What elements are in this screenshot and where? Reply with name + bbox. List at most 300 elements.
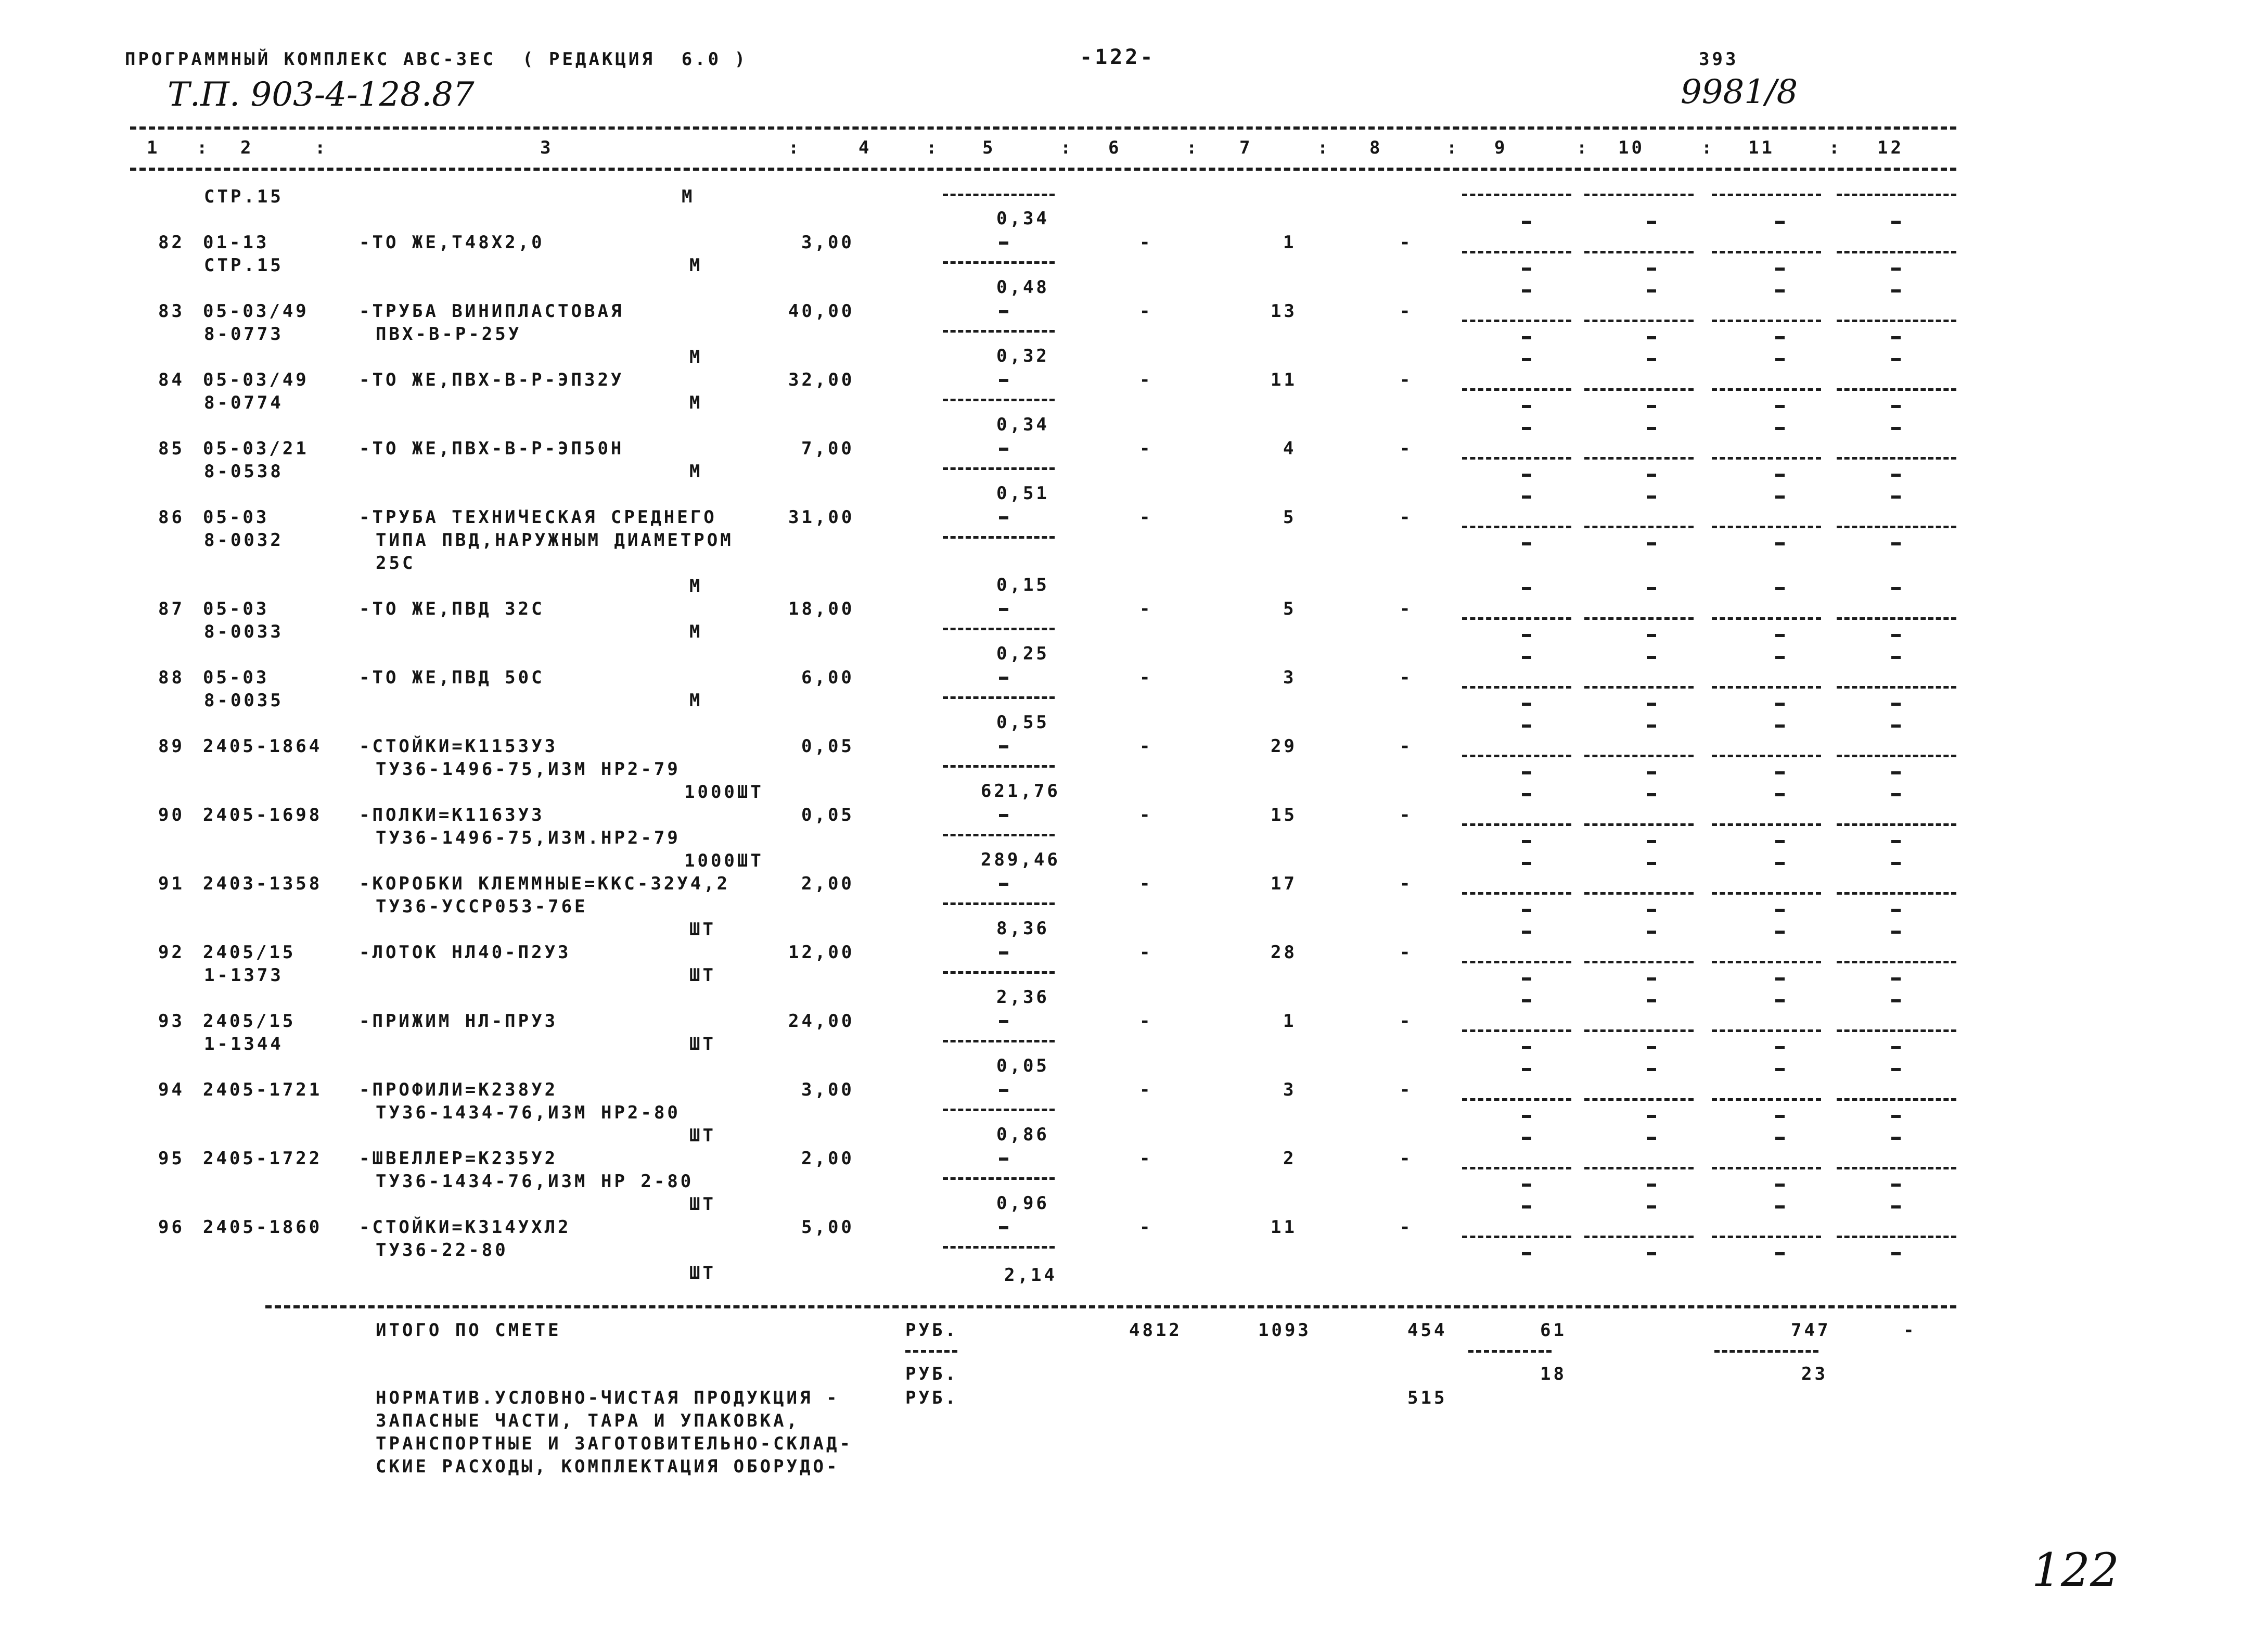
empty-cell-dash	[1891, 634, 1901, 637]
price-dash	[999, 310, 1008, 313]
empty-cell-dash	[1647, 703, 1656, 706]
cell-divider	[1462, 1029, 1571, 1032]
cell-divider	[1584, 1098, 1694, 1101]
resource-code: 2405/15	[203, 1011, 296, 1032]
resource-description-line: -ТО ЖЕ,ПВД 32С	[359, 599, 545, 619]
price-divider	[943, 1246, 1055, 1249]
cell-divider	[1584, 823, 1694, 826]
totals-col12: -	[1903, 1320, 1917, 1341]
totals-label: ИТОГО ПО СМЕТЕ	[376, 1320, 561, 1341]
empty-cell-dash	[1647, 931, 1656, 934]
resource-description-line: ТУ36-22-80	[376, 1240, 508, 1261]
resource-code: 2405-1698	[203, 805, 323, 825]
unit-price: 0,55	[996, 712, 1049, 733]
resource-code: 2403-1358	[203, 873, 323, 894]
row-number: 82	[158, 232, 185, 253]
resource-description-line: ТУ36-1434-76,ИЗМ НР 2-80	[376, 1171, 694, 1192]
column-header-number: 8	[1369, 137, 1383, 158]
resource-code: 2405-1722	[203, 1148, 323, 1169]
unit-of-measure: 1000ШТ	[684, 850, 764, 871]
price-divider	[943, 1177, 1055, 1180]
empty-cell-dash	[1522, 1205, 1531, 1209]
totals-col9-b: 18	[1540, 1364, 1567, 1384]
price-divider	[943, 696, 1055, 699]
cell-divider	[1712, 526, 1821, 528]
resource-code: 01-13	[203, 232, 270, 253]
col8-value: -	[1400, 805, 1413, 825]
col7-value: 5	[1283, 599, 1297, 619]
resource-code: 2405-1864	[203, 736, 323, 757]
cell-divider	[1712, 457, 1821, 460]
cell-divider	[1584, 320, 1694, 322]
col7-value: 1	[1283, 232, 1297, 253]
empty-cell-dash	[1775, 771, 1785, 774]
resource-description-line: ПВХ-В-Р-25У	[376, 324, 522, 345]
resource-description-line: -ТРУБА ВИНИПЛАСТОВАЯ	[359, 301, 624, 322]
cell-divider	[1712, 251, 1821, 253]
col6-value: -	[1139, 301, 1153, 322]
unit-price: 0,25	[996, 643, 1049, 664]
cell-divider	[1837, 194, 1956, 196]
resource-code-secondary: 8-0538	[204, 461, 284, 482]
resource-description-line: -ШВЕЛЛЕР=К235У2	[359, 1148, 558, 1169]
empty-cell-dash	[1891, 1115, 1901, 1118]
column-header-number: 3	[540, 137, 554, 158]
price-divider	[943, 536, 1055, 539]
column-header-separator: :	[926, 137, 940, 158]
cell-divider	[1462, 1236, 1571, 1238]
normative-text-line: СКИЕ РАСХОДЫ, КОМПЛЕКТАЦИЯ ОБОРУДО-	[376, 1456, 840, 1477]
column-header-number: 6	[1108, 137, 1122, 158]
empty-cell-dash	[1647, 1137, 1656, 1140]
empty-cell-dash	[1522, 587, 1531, 590]
empty-cell-dash	[1647, 909, 1656, 912]
col7-value: 1	[1283, 1011, 1297, 1032]
empty-cell-dash	[1522, 221, 1531, 224]
empty-cell-dash	[1522, 495, 1531, 499]
cell-divider	[1462, 194, 1571, 196]
quantity: 18,00	[788, 599, 855, 619]
price-dash	[999, 951, 1008, 955]
empty-cell-dash	[1522, 656, 1531, 659]
col7-value: 3	[1283, 667, 1297, 688]
column-header-number: 5	[982, 137, 996, 158]
empty-cell-dash	[1775, 1184, 1785, 1187]
col8-value: -	[1400, 232, 1413, 253]
unit-price: 0,32	[996, 346, 1049, 366]
price-divider	[943, 194, 1055, 196]
col7-value: 11	[1271, 370, 1297, 390]
price-dash	[999, 883, 1008, 886]
price-dash	[999, 608, 1008, 611]
quantity: 3,00	[801, 232, 854, 253]
empty-cell-dash	[1891, 542, 1901, 545]
empty-cell-dash	[1891, 724, 1901, 728]
empty-cell-dash	[1775, 358, 1785, 361]
price-divider	[943, 261, 1055, 264]
empty-cell-dash	[1775, 289, 1785, 292]
resource-code-secondary: 1-1373	[204, 965, 284, 986]
resource-code: 05-03	[203, 507, 270, 528]
unit-of-measure: М	[689, 690, 703, 711]
empty-cell-dash	[1647, 268, 1656, 271]
price-divider	[943, 467, 1055, 470]
col8-value: -	[1400, 507, 1413, 528]
resource-description-line: -ПРОФИЛИ=К238У2	[359, 1079, 558, 1100]
empty-cell-dash	[1891, 587, 1901, 590]
cell-divider	[1712, 1098, 1821, 1101]
resource-description-line: ТУ36-1496-75,ИЗМ НР2-79	[376, 759, 681, 780]
price-divider	[943, 902, 1055, 905]
resource-code: 05-03	[203, 667, 270, 688]
unit-of-measure: ШТ	[689, 965, 716, 986]
empty-cell-dash	[1647, 771, 1656, 774]
cell-divider	[1837, 617, 1956, 620]
cell-divider	[1712, 320, 1821, 322]
program-header: ПРОГРАММНЫЙ КОМПЛЕКС АВС-3ЕС ( РЕДАКЦИЯ 6.0 )	[125, 49, 748, 70]
price-dash	[999, 516, 1008, 519]
price-divider	[943, 765, 1055, 768]
empty-cell-dash	[1891, 793, 1901, 796]
document-code: Т.П. 903-4-128.87	[168, 75, 475, 114]
unit-price: 0,51	[996, 483, 1049, 504]
row-number: 96	[158, 1217, 185, 1238]
column-header-separator: :	[1577, 137, 1590, 158]
empty-cell-dash	[1891, 268, 1901, 271]
cell-divider	[1712, 823, 1821, 826]
empty-cell-dash	[1522, 542, 1531, 545]
resource-description-line: -ТО ЖЕ,Т48Х2,0	[359, 232, 545, 253]
price-divider	[943, 628, 1055, 630]
price-dash	[999, 241, 1008, 245]
cell-divider	[1712, 194, 1821, 196]
empty-cell-dash	[1775, 1115, 1785, 1118]
empty-cell-dash	[1891, 862, 1901, 865]
page-number-center: -122-	[1080, 45, 1156, 69]
col6-value: -	[1139, 1011, 1153, 1032]
empty-cell-dash	[1522, 999, 1531, 1002]
empty-cell-dash	[1775, 634, 1785, 637]
cell-divider	[1462, 961, 1571, 963]
cell-divider	[1712, 617, 1821, 620]
empty-cell-dash	[1522, 474, 1531, 477]
empty-cell-dash	[1891, 977, 1901, 981]
resource-description-line: ТИПА ПВД,НАРУЖНЫМ ДИАМЕТРОМ	[376, 530, 734, 551]
cell-divider	[1584, 251, 1694, 253]
empty-cell-dash	[1775, 1205, 1785, 1209]
resource-description-line: -СТОЙКИ=К314УХЛ2	[359, 1217, 571, 1238]
price-dash	[999, 814, 1008, 817]
empty-cell-dash	[1775, 336, 1785, 339]
unit-price: 0,34	[996, 208, 1049, 229]
unit-price: 289,46	[981, 849, 1060, 870]
cell-divider	[1712, 892, 1821, 895]
resource-description-line: ТУ36-УССР053-76Е	[376, 896, 588, 917]
resource-description-line: -КОРОБКИ КЛЕММНЫЕ=ККС-32У4,2	[359, 873, 731, 894]
unit-of-measure: ШТ	[689, 919, 716, 940]
column-header-separator: :	[1060, 137, 1074, 158]
cell-divider	[1712, 388, 1821, 391]
cell-divider	[1462, 526, 1571, 528]
cell-divider	[1462, 457, 1571, 460]
price-divider	[943, 330, 1055, 333]
empty-cell-dash	[1891, 405, 1901, 408]
empty-cell-dash	[1775, 268, 1785, 271]
cell-divider	[1584, 388, 1694, 391]
resource-description-line: -ПОЛКИ=К1163У3	[359, 805, 545, 825]
col8-value: -	[1400, 301, 1413, 322]
column-header-separator: :	[1446, 137, 1460, 158]
price-divider	[943, 1109, 1055, 1111]
empty-cell-dash	[1647, 634, 1656, 637]
handwritten-page-number: 122	[2032, 1543, 2119, 1597]
empty-cell-dash	[1647, 336, 1656, 339]
col6-value: -	[1139, 370, 1153, 390]
row-number: 93	[158, 1011, 185, 1032]
empty-cell-dash	[1522, 931, 1531, 934]
resource-code: 05-03/21	[203, 438, 309, 459]
cell-divider	[1462, 755, 1571, 757]
row-number: 95	[158, 1148, 185, 1169]
empty-cell-dash	[1891, 840, 1901, 843]
empty-cell-dash	[1647, 405, 1656, 408]
column-header-separator: :	[315, 137, 328, 158]
empty-cell-dash	[1522, 268, 1531, 271]
normative-col8: 515	[1407, 1388, 1447, 1408]
row-number: 90	[158, 805, 185, 825]
totals-currency: РУБ.	[905, 1320, 958, 1341]
empty-cell-dash	[1891, 221, 1901, 224]
col7-value: 2	[1283, 1148, 1297, 1169]
normative-text-line: ТРАНСПОРТНЫЕ И ЗАГОТОВИТЕЛЬНО-СКЛАД-	[376, 1433, 853, 1454]
empty-cell-dash	[1522, 724, 1531, 728]
price-dash	[999, 379, 1008, 382]
empty-cell-dash	[1775, 1068, 1785, 1071]
unit-of-measure: М	[689, 347, 703, 367]
cell-divider	[1584, 1167, 1694, 1169]
cell-divider	[1712, 961, 1821, 963]
unit-of-measure: ШТ	[689, 1194, 716, 1215]
row-number: 84	[158, 370, 185, 390]
quantity: 0,05	[801, 736, 854, 757]
cell-divider	[1584, 1029, 1694, 1032]
cell-divider	[1584, 194, 1694, 196]
totals-sub-rule-cur	[905, 1350, 957, 1353]
cell-divider	[1712, 755, 1821, 757]
empty-cell-dash	[1891, 1046, 1901, 1049]
cell-divider	[1462, 1167, 1571, 1169]
empty-cell-dash	[1522, 1068, 1531, 1071]
empty-cell-dash	[1647, 1046, 1656, 1049]
unit-price: 0,86	[996, 1124, 1049, 1145]
resource-code-secondary: 8-0033	[204, 621, 284, 642]
row-number: 89	[158, 736, 185, 757]
quantity: 0,05	[801, 805, 854, 825]
cell-divider	[1837, 251, 1956, 253]
empty-cell-dash	[1775, 999, 1785, 1002]
unit-of-measure: М	[689, 461, 703, 482]
unit-price: 0,96	[996, 1193, 1049, 1214]
unit-of-measure: ШТ	[689, 1034, 716, 1054]
empty-cell-dash	[1891, 703, 1901, 706]
col6-value: -	[1139, 1079, 1153, 1100]
column-header-number: 2	[240, 137, 254, 158]
document-number: 9981/8	[1681, 73, 1798, 111]
empty-cell-dash	[1647, 495, 1656, 499]
price-divider	[943, 1040, 1055, 1042]
resource-code-secondary: 8-0773	[204, 324, 284, 345]
column-header-separator: :	[788, 137, 802, 158]
col8-value: -	[1400, 1079, 1413, 1100]
resource-description-line: -ЛОТОК НЛ40-П2У3	[359, 942, 571, 963]
cell-divider	[1837, 1098, 1956, 1101]
unit-of-measure: М	[689, 392, 703, 413]
resource-code: 05-03	[203, 599, 270, 619]
column-header-number: 7	[1239, 137, 1253, 158]
price-dash	[999, 1020, 1008, 1023]
resource-code-secondary: 8-0774	[204, 392, 284, 413]
quantity: 2,00	[801, 873, 854, 894]
totals-sub-rule-9	[1468, 1350, 1552, 1353]
unit-of-measure: М	[689, 621, 703, 642]
quantity: 2,00	[801, 1148, 854, 1169]
resource-code: 2405-1721	[203, 1079, 323, 1100]
col7-value: 29	[1271, 736, 1297, 757]
column-header-separator: :	[1701, 137, 1715, 158]
totals-currency-2: РУБ.	[905, 1364, 958, 1384]
empty-cell-dash	[1891, 336, 1901, 339]
totals-col8: 454	[1407, 1320, 1447, 1341]
column-header-separator: :	[1829, 137, 1842, 158]
resource-code: 05-03/49	[203, 370, 309, 390]
empty-cell-dash	[1775, 1252, 1785, 1255]
cell-divider	[1584, 526, 1694, 528]
cell-divider	[1837, 961, 1956, 963]
price-divider	[943, 971, 1055, 974]
unit-of-measure: М	[689, 576, 703, 596]
cell-divider	[1584, 961, 1694, 963]
empty-cell-dash	[1647, 656, 1656, 659]
empty-cell-dash	[1775, 221, 1785, 224]
unit-price: 8,36	[996, 918, 1049, 939]
col8-value: -	[1400, 438, 1413, 459]
empty-cell-dash	[1647, 724, 1656, 728]
col6-value: -	[1139, 942, 1153, 963]
cell-divider	[1712, 1236, 1821, 1238]
col7-value: 4	[1283, 438, 1297, 459]
resource-description-line: -ТРУБА ТЕХНИЧЕСКАЯ СРЕДНЕГО	[359, 507, 717, 528]
cell-divider	[1837, 1167, 1956, 1169]
col7-value: 17	[1271, 873, 1297, 894]
empty-cell-dash	[1775, 405, 1785, 408]
unit-of-measure: ШТ	[689, 1125, 716, 1146]
empty-cell-dash	[1647, 1205, 1656, 1209]
cell-divider	[1462, 617, 1571, 620]
cell-divider	[1837, 755, 1956, 757]
empty-cell-dash	[1647, 862, 1656, 865]
row-number: 87	[158, 599, 185, 619]
row-number: 88	[158, 667, 185, 688]
empty-cell-dash	[1891, 909, 1901, 912]
cell-divider	[1462, 320, 1571, 322]
column-header-number: 9	[1494, 137, 1508, 158]
row-number: 86	[158, 507, 185, 528]
empty-cell-dash	[1647, 542, 1656, 545]
empty-cell-dash	[1775, 656, 1785, 659]
col8-value: -	[1400, 736, 1413, 757]
column-header-number: 1	[147, 137, 160, 158]
row-number: 94	[158, 1079, 185, 1100]
unit-price: 0,48	[996, 277, 1049, 298]
totals-sub-rule-11	[1714, 1350, 1818, 1353]
column-header-number: 4	[858, 137, 872, 158]
cell-divider	[1462, 388, 1571, 391]
empty-cell-dash	[1775, 862, 1785, 865]
column-header-separator: :	[197, 137, 210, 158]
unit-price: 0,15	[996, 575, 1049, 595]
col8-value: -	[1400, 667, 1413, 688]
col6-value: -	[1139, 667, 1153, 688]
resource-code-secondary: СТР.15	[204, 255, 284, 276]
empty-cell-dash	[1891, 999, 1901, 1002]
page-number-right: 393	[1699, 49, 1739, 70]
cell-divider	[1462, 823, 1571, 826]
empty-cell-dash	[1775, 724, 1785, 728]
quantity: 24,00	[788, 1011, 855, 1032]
empty-cell-dash	[1647, 1068, 1656, 1071]
empty-cell-dash	[1522, 793, 1531, 796]
quantity: 32,00	[788, 370, 855, 390]
col6-value: -	[1139, 805, 1153, 825]
cell-divider	[1584, 686, 1694, 689]
totals-col7: 1093	[1258, 1320, 1311, 1341]
normative-text-line: НОРМАТИВ.УСЛОВНО-ЧИСТАЯ ПРОДУКЦИЯ -	[376, 1388, 840, 1408]
empty-cell-dash	[1891, 1184, 1901, 1187]
cell-divider	[1837, 320, 1956, 322]
empty-cell-dash	[1891, 771, 1901, 774]
normative-text-line: ЗАПАСНЫЕ ЧАСТИ, ТАРА И УПАКОВКА,	[376, 1410, 800, 1431]
cell-divider	[1837, 388, 1956, 391]
empty-cell-dash	[1775, 931, 1785, 934]
totals-col11: 747	[1791, 1320, 1831, 1341]
col6-value: -	[1139, 873, 1153, 894]
cell-divider	[1584, 755, 1694, 757]
empty-cell-dash	[1775, 703, 1785, 706]
empty-cell-dash	[1522, 862, 1531, 865]
col8-value: -	[1400, 1148, 1413, 1169]
empty-cell-dash	[1775, 793, 1785, 796]
empty-cell-dash	[1775, 977, 1785, 981]
empty-cell-dash	[1891, 289, 1901, 292]
empty-cell-dash	[1522, 909, 1531, 912]
empty-cell-dash	[1775, 587, 1785, 590]
totals-col11-b: 23	[1801, 1364, 1828, 1384]
row-number: 91	[158, 873, 185, 894]
empty-cell-dash	[1775, 542, 1785, 545]
cell-divider	[1712, 1167, 1821, 1169]
col8-value: -	[1400, 1217, 1413, 1238]
empty-cell-dash	[1522, 703, 1531, 706]
empty-cell-dash	[1775, 495, 1785, 499]
column-header-number: 12	[1877, 137, 1904, 158]
quantity: 31,00	[788, 507, 855, 528]
empty-cell-dash	[1647, 587, 1656, 590]
resource-description-line: 25С	[376, 553, 416, 574]
empty-cell-dash	[1891, 1252, 1901, 1255]
empty-cell-dash	[1775, 1137, 1785, 1140]
empty-cell-dash	[1775, 427, 1785, 430]
price-dash	[999, 745, 1008, 748]
